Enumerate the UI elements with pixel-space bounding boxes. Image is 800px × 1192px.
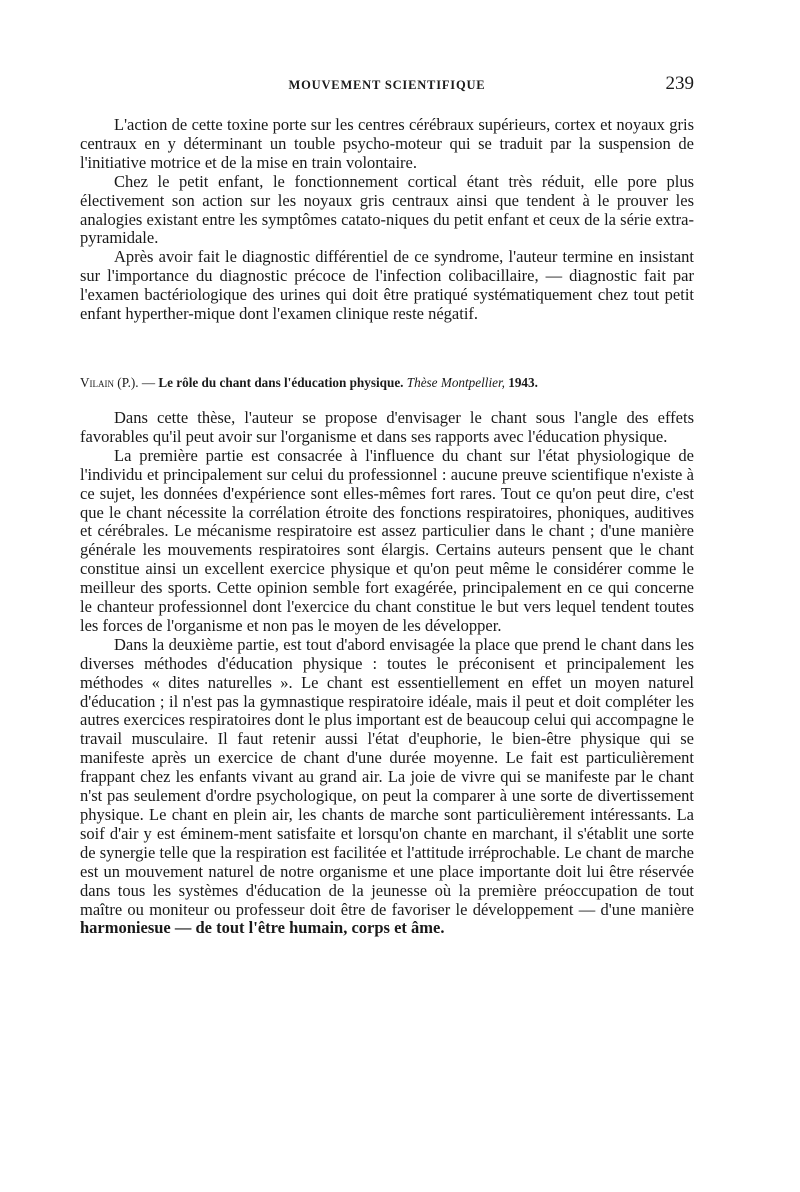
reference-title: Le rôle du chant dans l'éducation physique. bbox=[158, 374, 404, 390]
reference-year: 1943. bbox=[508, 374, 538, 390]
body-paragraph: Dans cette thèse, l'auteur se propose d'envisager le chant sous l'angle des effets favorables qu'il peut avoir sur l'organisme et dans ses rapports avec l'éducation physique. bbox=[80, 407, 694, 446]
final-paragraph-emphasis: harmoniesue — de tout l'être humain, corps et âme. bbox=[80, 918, 445, 938]
running-title: MOUVEMENT SCIENTIFIQUE bbox=[288, 78, 486, 92]
reference-dash: — bbox=[138, 374, 159, 390]
body-paragraph: Chez le petit enfant, le fonctionnement cortical étant très réduit, elle pore plus électivement son action sur les noyaux gris centraux ainsi que tendent à le prouver les analogies existant entre les symptômes catato-niques du petit enfant et ceux de la série extra-pyramidale. bbox=[80, 171, 694, 248]
body-paragraph: L'action de cette toxine porte sur les centres cérébraux supérieurs, cortex et noyaux gris centraux en y déterminant un touble psycho-moteur qui se traduit par la suspension de l'initiative motrice et de la mise en train volontaire. bbox=[80, 115, 694, 172]
reference-venue: Thèse Montpellier, bbox=[406, 374, 505, 390]
body-paragraph: Après avoir fait le diagnostic différentiel de ce syndrome, l'auteur termine en insistant sur l'importance du diagnostic précoce de l'infection colibacillaire, — diagnostic fait par l'examen bactériologique des urines qui doit être pratiqué systématiquement chez tout petit enfant hyperther-mique dont l'examen clinique reste négatif. bbox=[80, 247, 694, 324]
running-header bbox=[80, 70, 694, 96]
bibliographic-reference bbox=[80, 374, 694, 392]
reference-author: Vilain (P.). bbox=[80, 374, 139, 390]
body-paragraph: La première partie est consacrée à l'influence du chant sur l'état physiologique de l'individu et principalement sur celui du professionnel : aucune preuve scientifique n'existe à ce sujet, les données d'expérience sont elles-mêmes fort rares. Tout ce qu'on peut dire, c'est que le chant nécessite la corrélation étroite des fonctions respiratoires, phoniques, auditives et cérébrales. Le mécanisme respiratoire est assez particulier dans le chant ; d'une manière générale les mouvements respiratoires sont élargis. Certains auteurs pensent que le chant constitue ainsi un excellent exercice physique et qu'on peut même le considérer comme le meilleur des sports. Cette opinion semble fort exagérée, principalement en ce qui concerne le chanteur professionnel dont l'exercice du chant constitue le but vers lequel tendent toutes les forces de l'organisme et non pas le moyen de les développer. bbox=[80, 445, 694, 635]
page-number: 239 bbox=[665, 73, 694, 94]
body-paragraph-final bbox=[80, 636, 694, 939]
preceding-review bbox=[80, 116, 694, 324]
review-body bbox=[80, 409, 694, 938]
final-paragraph-text: Dans la deuxième partie, est tout d'abord envisagée la place que prend le chant dans les diverses méthodes d'éducation physique : toutes le préconisent et principalement les méthodes « dites naturelles ». Le chant est essentiellement en effet un moyen naturel d'éducation ; il n'est pas la gymnastique respiratoire idéale, mais il peut et doit compléter les autres exercices respiratoires dont le plus important est de beaucoup celui qui accompagne le travail musculaire. Il faut retenir aussi l'état d'euphorie, le bien-être physique qui se manifeste après un exercice de chant d'une durée moyenne. Le fait est particulièrement frappant chez les enfants vivant au grand air. La joie de vivre qui se manifeste par le chant n'st pas seulement d'ordre psychologique, on peut la comparer à une sorte de divertissement physique. Le chant en plein air, les chants de marche sont particulièrement intéressants. La soif d'air y est éminem-ment satisfaite et lorsqu'on chante en marchant, il s'établit une sorte de synergie telle que la respiration est facilitée et l'attitude irréprochable. Le chant de marche est un mouvement naturel de notre organisme et une place importante doit lui être réservée dans tous les systèmes d'éducation de la jeunesse où la première préoccupation de tout maître ou moniteur ou professeur doit être de favoriser le développement — d'une manière bbox=[80, 634, 694, 919]
document-page bbox=[80, 70, 694, 1150]
